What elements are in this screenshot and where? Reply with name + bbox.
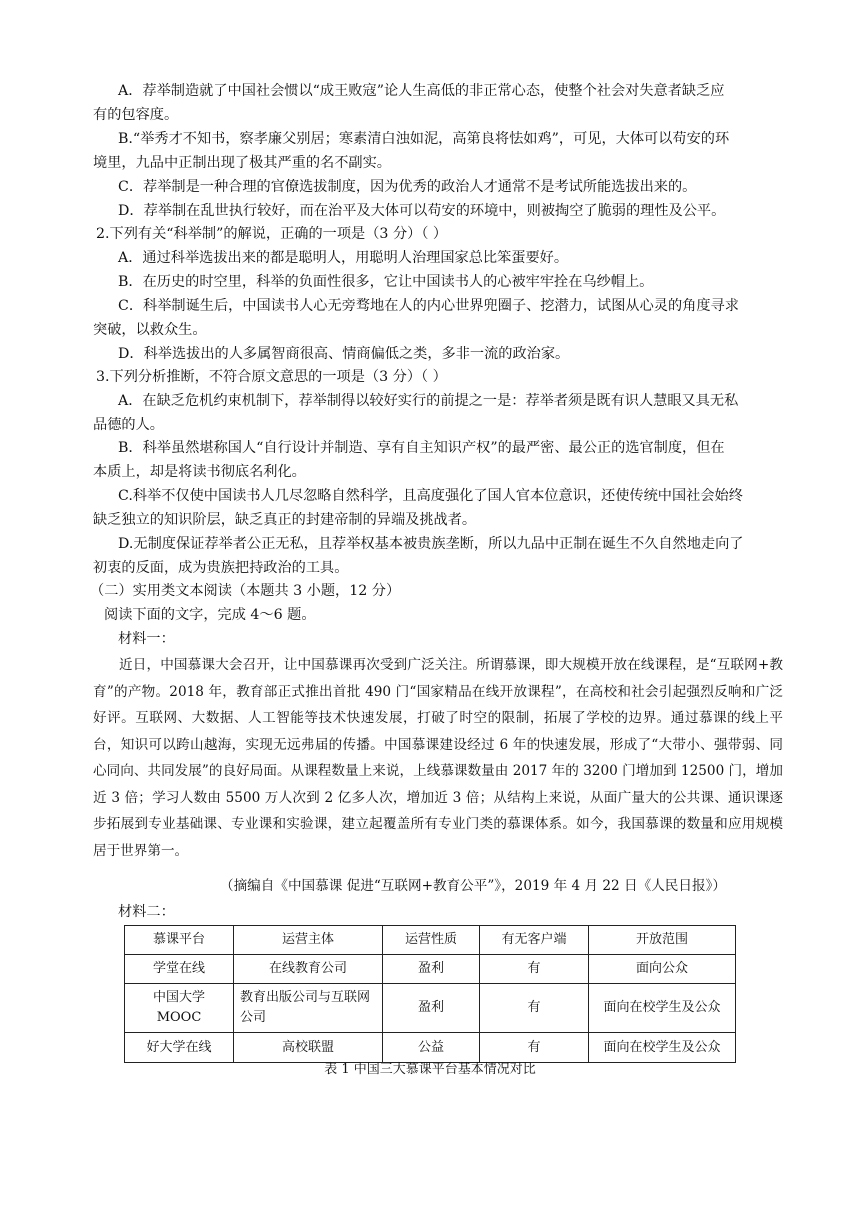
q3-option-a-line2: 品德的人。 xyxy=(93,417,164,433)
table-cell: 面向在校学生及公众 xyxy=(589,1033,736,1063)
table-row xyxy=(125,955,736,984)
reading-instruction: 阅读下面的文字，完成 4～6 题。 xyxy=(104,607,316,623)
q2-option-b: B．在历史的时空里，科举的负面性很多，它让中国读书人的心被牢牢拴在乌纱帽上。 xyxy=(118,274,654,290)
table-cell: 公益 xyxy=(383,1033,480,1063)
q3-option-c-line2: 缺乏独立的知识阶层，缺乏真正的封建帝制的异端及挑战者。 xyxy=(93,512,477,528)
table-cell: 面向公众 xyxy=(589,955,736,984)
q1-option-a-line2: 有的包容度。 xyxy=(93,107,179,123)
q3-option-b-line1: B．科举虽然堪称国人“自行设计并制造、享有自主知识产权”的最严密、最公正的选官制度，但在 xyxy=(118,440,725,456)
q3-option-c-line1: C.科举不仅使中国读书人几尽忽略自然科学，且高度强化了国人官本位意识，还使传统中国社会始终 xyxy=(118,488,743,504)
table-header-row xyxy=(125,926,736,955)
section-heading: （二）实用类文本阅读（本题共 3 小题，12 分） xyxy=(90,583,401,599)
table-caption: 表 1 中国三大慕课平台基本情况对比 xyxy=(324,1062,536,1077)
table-cell: 高校联盟 xyxy=(234,1033,383,1063)
table-cell: 中国大学 MOOC xyxy=(125,984,234,1033)
q1-option-b-line2: 境里，九品中正制出现了极其严重的名不副实。 xyxy=(93,155,391,171)
table-header-cell: 运营性质 xyxy=(383,926,480,955)
table-cell: 好大学在线 xyxy=(125,1033,234,1063)
material-1-passage xyxy=(93,652,783,864)
q1-option-a-line1: A．荐举制造就了中国社会惯以“成王败寇”论人生高低的非正常心态，使整个社会对失意者缺乏应 xyxy=(118,83,725,99)
material-1-source: （摘编自《中国慕课 促进“互联网+教育公平”》，2019 年 4 月 22 日《人民日报》） xyxy=(220,878,726,894)
material-1-label: 材料一： xyxy=(118,631,175,647)
table-cell: 在线教育公司 xyxy=(234,955,383,984)
q3-stem: 3.下列分析推断，不符合原文意思的一项是（3 分）（ ） xyxy=(96,369,447,385)
mooc-platform-table xyxy=(124,925,736,1063)
table-header-cell: 慕课平台 xyxy=(125,926,234,955)
q3-option-d-line1: D.无制度保证荐举者公正无私，且荐举权基本被贵族垄断，所以九品中正制在诞生不久自然地走向了 xyxy=(118,536,744,552)
q2-option-c-line1: C．科举制诞生后，中国读书人心无旁骛地在人的内心世界兜圈子、挖潜力，试图从心灵的角度寻求 xyxy=(118,298,739,314)
q3-option-b-line2: 本质上，却是将读书彻底名利化。 xyxy=(93,464,306,480)
table-cell: 盈利 xyxy=(383,984,480,1033)
table-cell: 有 xyxy=(480,1033,589,1063)
table-cell: 教育出版公司与互联网公司 xyxy=(234,984,383,1033)
table-cell: 学堂在线 xyxy=(125,955,234,984)
table-header-cell: 开放范围 xyxy=(589,926,736,955)
q1-option-b-line1: B.“举秀才不知书，察孝廉父别居；寒素清白浊如泥，高第良将怯如鸡”，可见，大体可以苟安的环 xyxy=(118,131,730,147)
q3-option-d-line2: 初衷的反面，成为贵族把持政治的工具。 xyxy=(93,560,349,576)
table-header-cell: 运营主体 xyxy=(234,926,383,955)
q2-option-d: D．科举选拔出的人多属智商很高、情商偏低之类，多非一流的政治家。 xyxy=(118,346,570,362)
q2-option-c-line2: 突破，以救众生。 xyxy=(93,322,207,338)
table-header-cell: 有无客户端 xyxy=(480,926,589,955)
q2-stem: 2.下列有关“科举制”的解说，正确的一项是（3 分）（ ） xyxy=(96,226,448,242)
table-cell: 盈利 xyxy=(383,955,480,984)
q3-option-a-line1: A．在缺乏危机约束机制下，荐举制得以较好实行的前提之一是：荐举者须是既有识人慧眼又具无私 xyxy=(118,393,739,409)
material-2-label: 材料二： xyxy=(118,904,175,920)
table-row xyxy=(125,984,736,1033)
q1-option-c: C．荐举制是一种合理的官僚选拔制度，因为优秀的政治人才通常不是考试所能选拔出来的。 xyxy=(118,179,697,195)
material-1-text: 近日，中国慕课大会召开，让中国慕课再次受到广泛关注。所谓慕课，即大规模开放在线课程，是“互联网+教育”的产物。2018 年，教育部正式推出首批 490 门“国家精品在线开放课程”，在高校和社会引起强烈反响和广泛好评。互联网、大数据、人工智能等技术快速发展，打破了时空的限制，拓展了学校的边界。通过慕课的线上平台，知识可以跨山越海，实现无远弗届的传播。中国慕课建设经过 6 年的快速发展，形成了“大带小、强带弱、同心同向、共同发展”的良好局面。从课程数量上来说，上线慕课数量由 2017 年的 3200 门增加到 12500 门，增加近 3 倍；学习人数由 5500 万人次到 2 亿多人次，增加近 3 倍；从结构上来说，从面广量大的公共课、通识课逐步拓展到专业基础课、专业课和实验课，建立起覆盖所有专业门类的慕课体系。如今，我国慕课的数量和应用规模居于世界第一。 xyxy=(93,657,783,859)
table-cell: 面向在校学生及公众 xyxy=(589,984,736,1033)
table-row xyxy=(125,1033,736,1063)
table-cell: 有 xyxy=(480,984,589,1033)
q1-option-d: D．荐举制在乱世执行较好，而在治平及大体可以苟安的环境中，则被掏空了脆弱的理性及公平。 xyxy=(118,203,726,219)
table-cell: 有 xyxy=(480,955,589,984)
q2-option-a: A．通过科举选拔出来的都是聪明人，用聪明人治理国家总比笨蛋要好。 xyxy=(118,250,569,266)
